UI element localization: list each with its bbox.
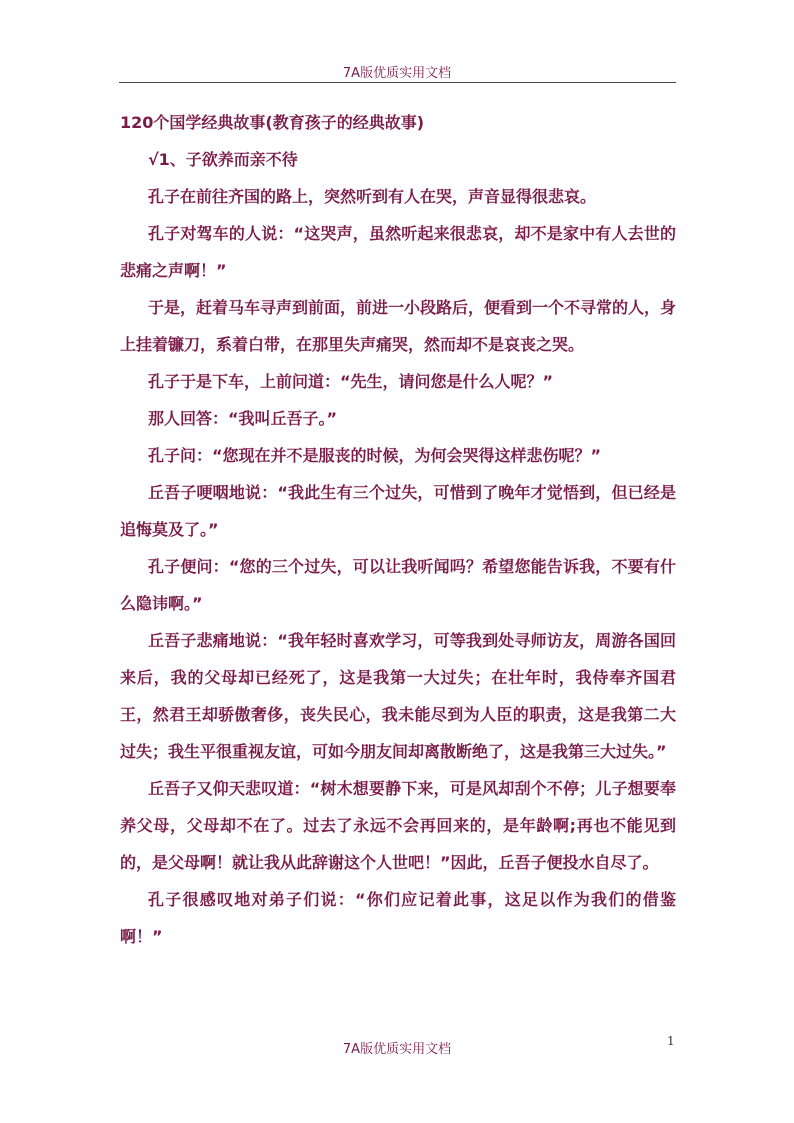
document-title: 120个国学经典故事(教育孩子的经典故事)	[120, 113, 425, 132]
paragraph: 孔子在前往齐国的路上，突然听到有人在哭，声音显得很悲哀。	[148, 187, 597, 206]
page-footer: 7A版优质实用文档	[342, 1042, 452, 1057]
paragraph: 于是，赶着马车寻声到前面，前进一小段路后，便看到一个不寻常的人，身上挂着镰刀，系着白带，在那里失声痛哭，然而却不是哀丧之哭。	[120, 298, 677, 354]
paragraph: 那人回答：“我叫丘吾子。”	[148, 409, 338, 428]
paragraph: 丘吾子哽咽地说：“我此生有三个过失，可惜到了晚年才觉悟到，但已经是追悔莫及了。”	[120, 483, 676, 539]
page-number: 1	[667, 1034, 675, 1048]
paragraph: 丘吾子悲痛地说：“我年轻时喜欢学习，可等我到处寻师访友，周游各国回来后，我的父母却已经死了，这是我第一大过失；在壮年时，我侍奉齐国君王，然君王却骄傲奢侈，丧失民心，我未能尽到为人臣的职责，这是我第二大过失；我生平很重视友谊，可如今朋友间却离散断绝了，这是我第三大过失。”	[120, 631, 676, 761]
paragraph: 孔子很感叹地对弟子们说：“你们应记着此事，这足以作为我们的借鉴啊！”	[120, 890, 676, 946]
document-body	[120, 104, 676, 955]
paragraph: 孔子对驾车的人说：“这哭声，虽然听起来很悲哀，却不是家中有人去世的悲痛之声啊！”	[120, 224, 676, 280]
section-title: √1、子欲养而亲不待	[148, 150, 298, 169]
paragraph: 丘吾子又仰天悲叹道：“树木想要静下来，可是风却刮个不停；儿子想要奉养父母，父母却不在了。过去了永远不会再回来的，是年龄啊;再也不能见到的，是父母啊！就让我从此辞谢这个人世吧！”因此，丘吾子便投水自尽了。	[120, 779, 676, 872]
page-header: 7A版优质实用文档	[342, 66, 452, 81]
paragraph: 孔子便问：“您的三个过失，可以让我听闻吗？希望您能告诉我，不要有什么隐讳啊。”	[120, 557, 676, 613]
header-divider	[119, 82, 676, 83]
paragraph: 孔子于是下车，上前问道：“先生，请问您是什么人呢？”	[148, 372, 554, 391]
paragraph: 孔子问：“您现在并不是服丧的时候，为何会哭得这样悲伤呢？”	[148, 446, 602, 465]
